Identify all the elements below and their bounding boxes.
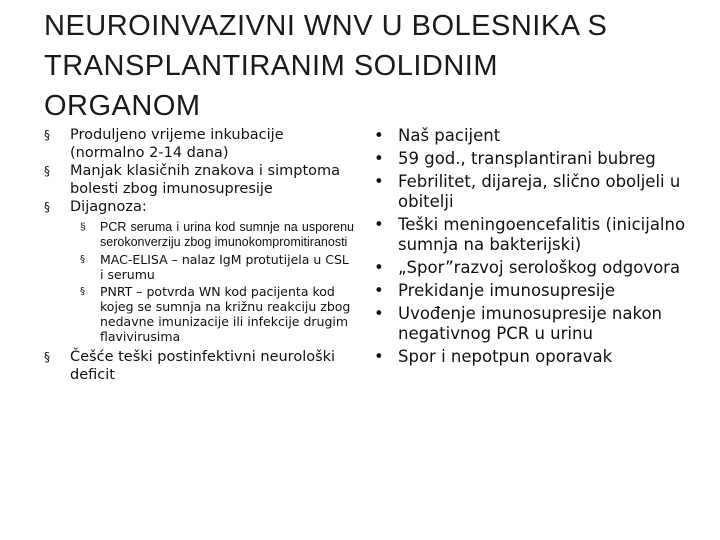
section-marker-icon: § (44, 128, 50, 142)
bullet-dot-icon: • (374, 215, 384, 234)
left-item-incubation (44, 126, 354, 162)
right-item-text: Febrilitet, dijareja, slično oboljeli u obitelji (398, 172, 681, 211)
right-item-stop-immunosuppression (372, 281, 702, 301)
sub-item-pcr (70, 220, 354, 250)
left-item-text: Produljeno vrijeme inkubacije (normalno 2-14 dana) (70, 127, 284, 161)
bullet-dot-icon: • (374, 258, 384, 277)
right-item-recovery (372, 347, 702, 367)
left-item-symptoms (44, 162, 354, 198)
right-item-patient (372, 126, 702, 146)
diagnosis-sub-list (70, 220, 354, 344)
section-marker-icon: § (44, 164, 50, 178)
sub-item-text: MAC-ELISA – nalaz IgM protutijela u CSL i serumu (100, 252, 349, 282)
right-column (372, 126, 702, 370)
sub-item-pnrt (70, 284, 354, 344)
right-item-text: Teški meningoencefalitis (inicijalno sumnja na bakterijski) (398, 215, 686, 254)
bullet-dot-icon: • (374, 149, 384, 168)
left-bullet-list (44, 126, 354, 384)
right-item-age (372, 149, 702, 169)
left-item-diagnosis (44, 198, 354, 344)
title-line-1: NEUROINVAZIVNI WNV U BOLESNIKA S (44, 10, 608, 42)
slide-title (44, 6, 684, 126)
left-item-text: Manjak klasičnih znakova i simptoma bolesti zbog imunosupresije (70, 163, 341, 197)
right-item-text: 59 god., transplantirani bubreg (398, 149, 656, 168)
right-item-serology (372, 258, 702, 278)
left-item-deficit (44, 348, 354, 384)
section-marker-icon: § (44, 200, 50, 214)
right-item-text: Prekidanje imunosupresije (398, 281, 616, 300)
section-marker-icon: § (44, 350, 50, 364)
section-marker-icon: § (80, 222, 86, 233)
bullet-dot-icon: • (374, 281, 384, 300)
sub-item-mac-elisa (70, 252, 354, 282)
bullet-dot-icon: • (374, 126, 384, 145)
sub-item-text: PNRT – potvrda WN kod pacijenta kod kojeg se sumnja na križnu reakciju zbog nedavne imunizacije ili infekcije drugim flavivirusima (100, 284, 351, 344)
right-item-text: Uvođenje imunosupresije nakon negativnog PCR u urinu (398, 304, 663, 343)
title-line-3: ORGANOM (44, 90, 201, 122)
bullet-dot-icon: • (374, 304, 384, 323)
section-marker-icon: § (80, 254, 85, 265)
right-bullet-list (372, 126, 702, 367)
sub-item-text: PCR seruma i urina kod sumnje na usporenu serokonverziju zbog imunokompromitiranosti (100, 220, 354, 249)
right-item-fever (372, 172, 702, 212)
bullet-dot-icon: • (374, 347, 384, 366)
right-item-restart-immunosuppression (372, 304, 702, 344)
right-item-meningoencephalitis (372, 215, 702, 255)
right-item-text: Naš pacijent (398, 126, 501, 145)
left-column (44, 126, 354, 384)
right-item-text: Spor i nepotpun oporavak (398, 347, 613, 366)
title-line-2: TRANSPLANTIRANIM SOLIDNIM (44, 50, 498, 82)
right-item-text: „Spor”razvoj serološkog odgovora (398, 258, 681, 277)
bullet-dot-icon: • (374, 172, 384, 191)
section-marker-icon: § (80, 286, 85, 297)
left-item-text: Dijagnoza: (70, 199, 147, 215)
left-item-text: Češće teški postinfektivni neurološki deficit (70, 349, 336, 383)
